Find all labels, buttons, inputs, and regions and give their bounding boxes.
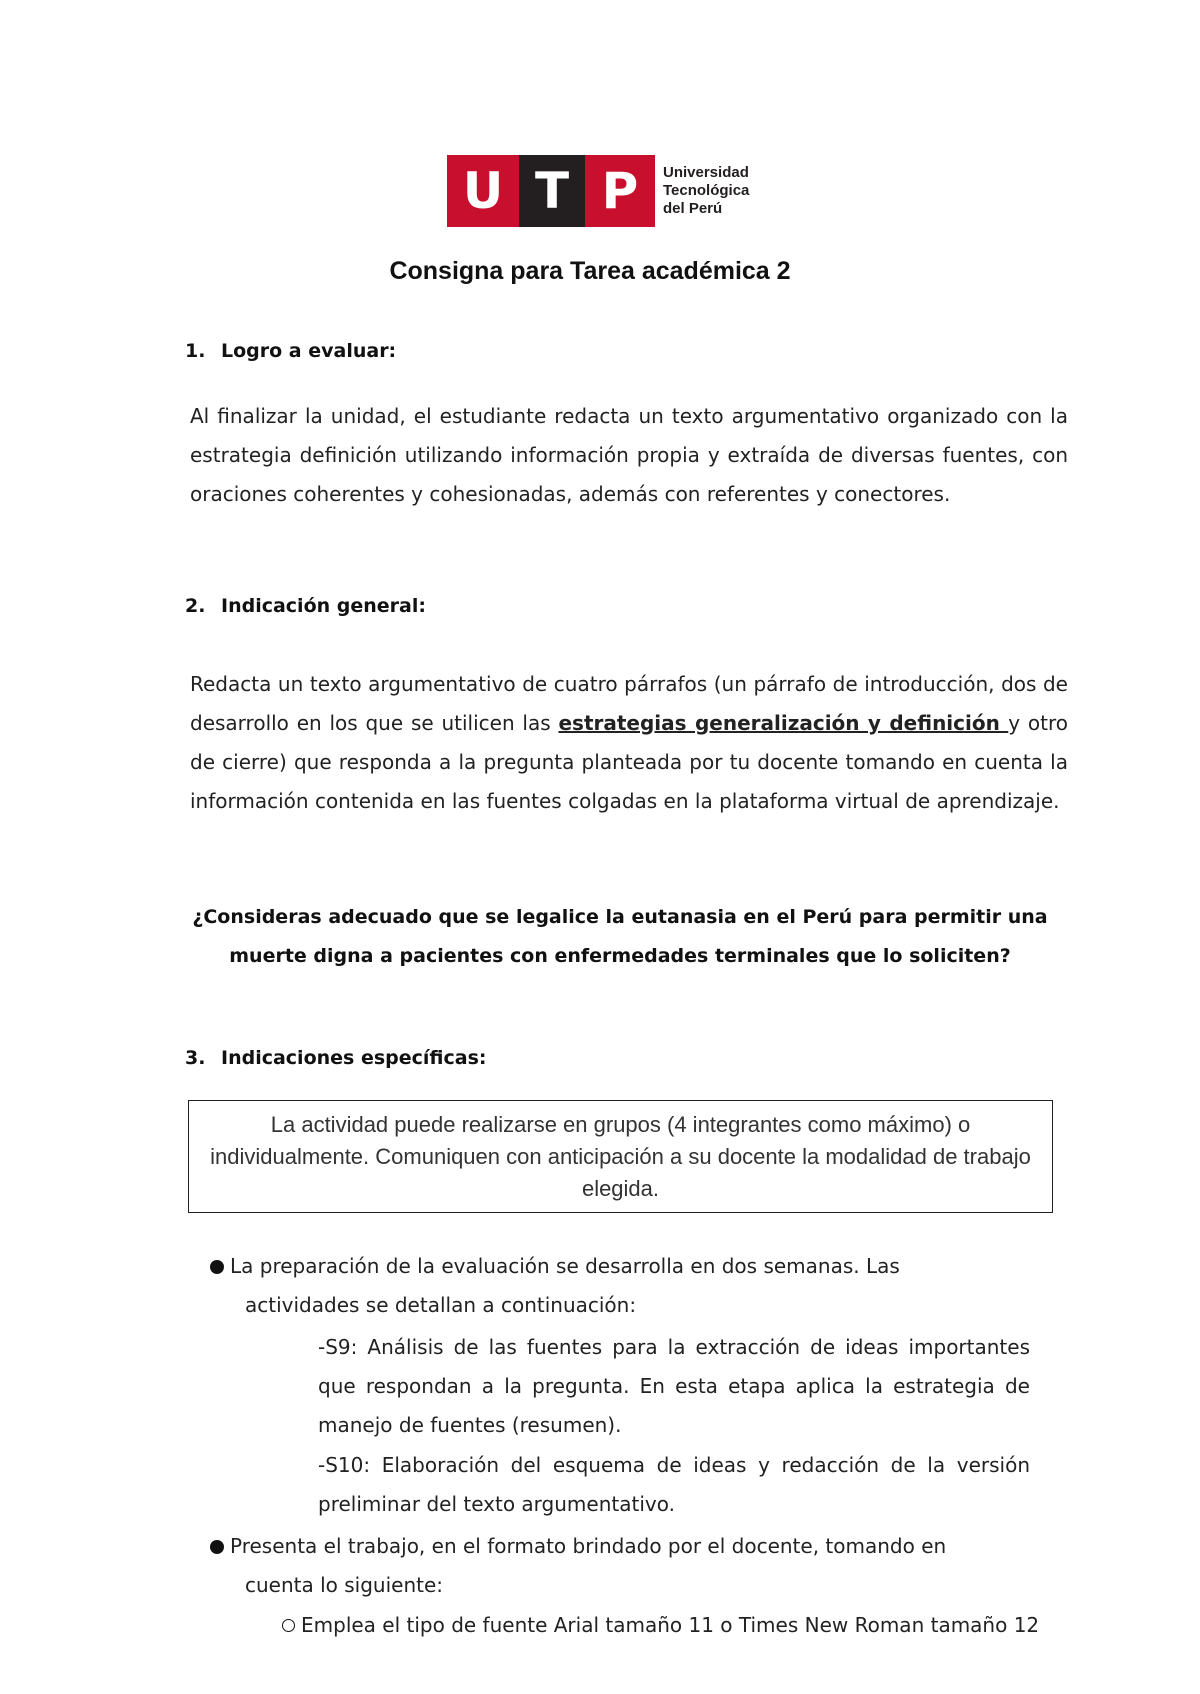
- bullet-item: [210, 1247, 1030, 1325]
- bullet-text: [210, 1247, 1030, 1325]
- logo-line: del Perú: [663, 200, 723, 217]
- section-label: Logro a evaluar:: [221, 340, 397, 362]
- bullet-text: [210, 1527, 1030, 1605]
- logo-wordmark: [663, 164, 763, 218]
- logo-line: Tecnológica: [663, 182, 750, 199]
- bullet-rest: actividades se detallan a continuación:: [245, 1293, 637, 1317]
- logo-letter-t: T: [519, 155, 585, 227]
- sub-item-s10: -S10: Elaboración del esquema de ideas y redacción de la versión preliminar del texto argumentativo.: [318, 1453, 1030, 1516]
- logo-letter-p: P: [585, 155, 655, 227]
- bullet-dot-icon: [210, 1260, 224, 1274]
- bullet-rest: cuenta lo siguiente:: [245, 1573, 444, 1597]
- indicacion-paragraph: [190, 665, 1068, 821]
- logo-line: Universidad: [663, 164, 749, 181]
- guiding-question: ¿Consideras adecuado que se legalice la eutanasia en el Perú para permitir una muerte digna a pacientes con enfermedades terminales que lo soliciten?: [192, 906, 1048, 967]
- section-number: 2.: [185, 595, 206, 617]
- bullet-dot-icon: [210, 1540, 224, 1554]
- section-number: 3.: [185, 1047, 206, 1069]
- bullet-item: [210, 1527, 1030, 1605]
- section-heading-especificas: [185, 1047, 487, 1069]
- section-heading-logro: [185, 340, 396, 362]
- indicacion-text-start: Redacta un texto argumentativo de cuatro párrafos (un párrafo de introducción, dos de desarrollo en los que se utilicen las: [190, 672, 1068, 735]
- logo-letter-u: U: [447, 155, 519, 227]
- bullet-first-line: La preparación de la evaluación se desarrolla en dos semanas. Las: [230, 1254, 900, 1278]
- group-modality-box: La actividad puede realizarse en grupos (4 integrantes como máximo) o individualmente. Comuniquen con anticipación a su docente la modalidad de trabajo elegida.: [188, 1100, 1053, 1213]
- circle-bullet-icon: [282, 1619, 295, 1632]
- section-number: 1.: [185, 340, 206, 362]
- sub-item-s9: -S9: Análisis de las fuentes para la extracción de ideas importantes que respondan a la pregunta. En esta etapa aplica la estrategia de manejo de fuentes (resumen).: [318, 1335, 1030, 1437]
- section-heading-indicacion: [185, 595, 426, 617]
- underlined-strategies: estrategias generalización y definición: [558, 711, 1009, 735]
- bullet-first-line: Presenta el trabajo, en el formato brindado por el docente, tomando en: [230, 1534, 947, 1558]
- logro-paragraph: Al finalizar la unidad, el estudiante redacta un texto argumentativo organizado con la estrategia definición utilizando información propia y extraída de diversas fuentes, con oraciones coherentes y cohesionadas, además con referentes y conectores.: [190, 404, 1068, 506]
- circle-list-item: [282, 1612, 1076, 1639]
- document-title: Consigna para Tarea académica 2: [389, 257, 791, 285]
- utp-logo: [447, 155, 763, 227]
- indicacion-text-end: y otro de cierre) que responda a la pregunta planteada por tu docente tomando en cuenta la información contenida en las fuentes colgadas en la plataforma virtual de aprendizaje.: [190, 711, 1068, 813]
- circle-item-text: Emplea el tipo de fuente Arial tamaño 11 o Times New Roman tamaño 12: [301, 1613, 1040, 1637]
- section-label: Indicación general:: [221, 595, 426, 617]
- section-label: Indicaciones específicas:: [221, 1047, 487, 1069]
